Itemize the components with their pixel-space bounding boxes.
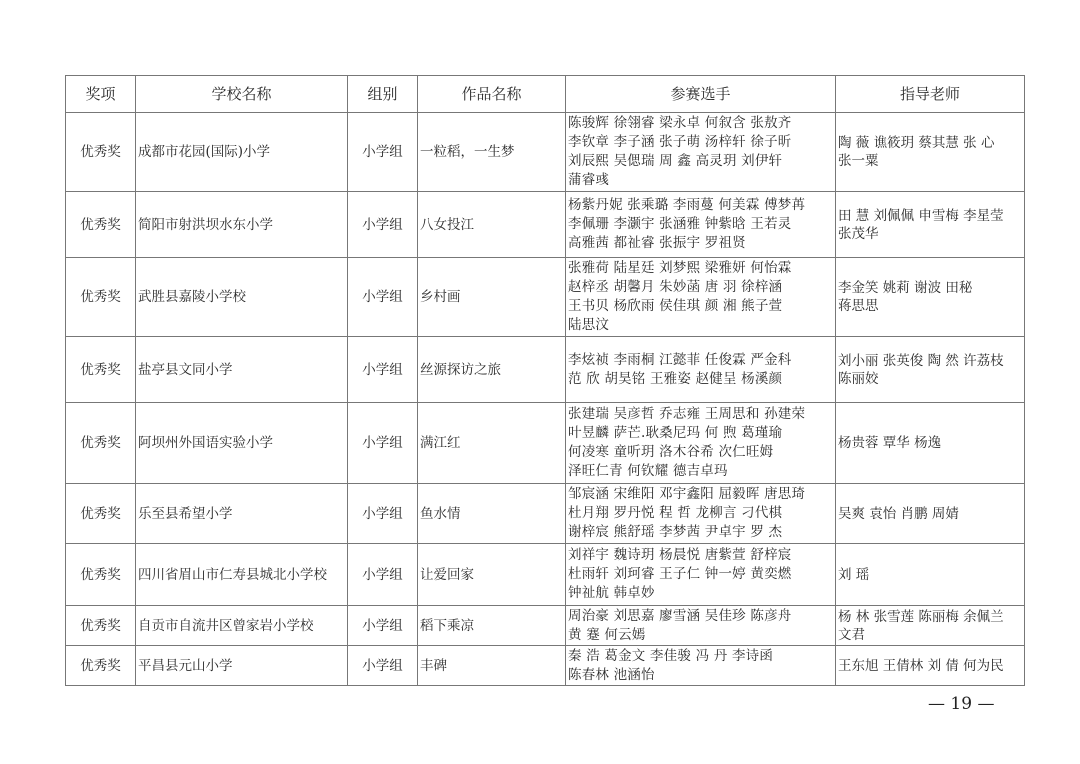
group-cell: 小学组 <box>348 544 418 606</box>
player-line: 王书贝 杨欣雨 侯佳琪 颜 湘 熊子萱 <box>568 298 783 314</box>
work-cell: 丰碑 <box>418 646 566 686</box>
school-cell: 乐至县希望小学 <box>136 484 348 544</box>
school-cell: 自贡市自流井区曾家岩小学校 <box>136 606 348 646</box>
player-line: 刘祥宇 魏诗玥 杨晨悦 唐紫萱 舒梓宸 <box>568 547 792 563</box>
players-cell <box>566 113 836 192</box>
player-line: 蒲睿彧 <box>568 172 610 188</box>
teacher-line: 刘 瑶 <box>838 566 870 583</box>
school-cell: 平昌县元山小学 <box>136 646 348 686</box>
group-cell: 小学组 <box>348 606 418 646</box>
group-cell: 小学组 <box>348 258 418 337</box>
group-cell: 小学组 <box>348 484 418 544</box>
teachers-cell <box>836 258 1025 337</box>
player-line: 秦 浩 葛金文 李佳骏 冯 丹 李诗函 <box>568 647 774 664</box>
player-line: 张雅荷 陆星廷 刘梦熙 梁雅妍 何怡霖 <box>568 260 792 276</box>
teacher-line: 杨贵蓉 覃华 杨逸 <box>838 435 942 451</box>
header-group: 组别 <box>348 76 418 113</box>
teacher-line: 李金笑 姚莉 谢波 田秘 <box>838 280 973 296</box>
teacher-line: 张茂华 <box>838 225 879 242</box>
table-row <box>66 646 1025 686</box>
player-line: 范 欣 胡昊铭 王雅姿 赵健呈 杨溪颜 <box>568 370 783 387</box>
teacher-line: 张一粟 <box>838 153 879 169</box>
header-school: 学校名称 <box>136 76 348 113</box>
players-cell <box>566 192 836 258</box>
player-line: 李佩珊 李灏宇 张涵雅 钟紫晗 王若灵 <box>568 216 792 232</box>
table-row <box>66 544 1025 606</box>
header-work: 作品名称 <box>418 76 566 113</box>
group-cell: 小学组 <box>348 337 418 403</box>
players-cell <box>566 606 836 646</box>
players-cell <box>566 646 836 686</box>
player-line: 赵梓丞 胡馨月 朱妙菡 唐 羽 徐梓涵 <box>568 279 783 295</box>
award-cell: 优秀奖 <box>66 544 136 606</box>
school-cell: 阿坝州外国语实验小学 <box>136 403 348 484</box>
player-line: 陆思汶 <box>568 317 610 333</box>
header-players: 参赛选手 <box>566 76 836 113</box>
player-line: 杨紫丹妮 张乘璐 李雨蔓 何美霖 傅梦苒 <box>568 197 806 213</box>
school-cell: 盐亭县文同小学 <box>136 337 348 403</box>
player-line: 陈骏辉 徐翎睿 梁永卓 何叙含 张敖齐 <box>568 115 792 131</box>
teachers-cell <box>836 337 1025 403</box>
players-cell <box>566 484 836 544</box>
teacher-line: 陶 薇 谯筱玥 蔡其慧 张 心 <box>838 135 995 151</box>
teacher-line: 王东旭 王倩林 刘 倩 何为民 <box>838 657 1004 674</box>
school-cell: 四川省眉山市仁寿县城北小学校 <box>136 544 348 606</box>
award-cell: 优秀奖 <box>66 337 136 403</box>
award-cell: 优秀奖 <box>66 192 136 258</box>
teacher-line: 杨 林 张雪莲 陈丽梅 余佩兰 <box>838 608 1004 625</box>
group-cell: 小学组 <box>348 646 418 686</box>
page-number: — 19 — <box>928 694 995 714</box>
player-line: 钟祉航 韩卓妙 <box>568 585 655 601</box>
table-row <box>66 113 1025 192</box>
work-cell: 鱼水情 <box>418 484 566 544</box>
player-line: 黄 蹇 何云嫣 <box>568 626 646 643</box>
player-line: 张建瑞 吴彦哲 乔志雍 王周思和 孙建荣 <box>568 406 806 422</box>
work-cell: 八女投江 <box>418 192 566 258</box>
work-cell: 满江红 <box>418 403 566 484</box>
teachers-cell <box>836 192 1025 258</box>
award-cell: 优秀奖 <box>66 258 136 337</box>
teachers-cell <box>836 544 1025 606</box>
player-line: 何凌寒 童听玥 洛木谷希 次仁旺姆 <box>568 444 774 460</box>
award-cell: 优秀奖 <box>66 646 136 686</box>
players-cell <box>566 258 836 337</box>
player-line: 陈春林 池涵怡 <box>568 666 655 683</box>
award-cell: 优秀奖 <box>66 606 136 646</box>
player-line: 邹宸涵 宋维阳 邓宇鑫阳 屈毅晖 唐思琦 <box>568 486 806 502</box>
teacher-line: 蒋思思 <box>838 298 879 314</box>
player-line: 周治豪 刘思嘉 廖雪涵 吴佳珍 陈彦舟 <box>568 607 792 624</box>
teacher-line: 田 慧 刘佩佩 申雪梅 李星莹 <box>838 207 1004 224</box>
group-cell: 小学组 <box>348 403 418 484</box>
player-line: 李炫祯 李雨桐 江懿菲 任俊霖 严金科 <box>568 351 792 368</box>
school-cell: 武胜县嘉陵小学校 <box>136 258 348 337</box>
players-cell <box>566 403 836 484</box>
school-cell: 成都市花园(国际)小学 <box>136 113 348 192</box>
group-cell: 小学组 <box>348 192 418 258</box>
teachers-cell <box>836 484 1025 544</box>
player-line: 李钦章 李子涵 张子萌 汤梓轩 徐子昕 <box>568 134 792 150</box>
school-cell: 简阳市射洪坝水东小学 <box>136 192 348 258</box>
award-cell: 优秀奖 <box>66 403 136 484</box>
group-cell: 小学组 <box>348 113 418 192</box>
teacher-line: 吴爽 袁怡 肖鹏 周婧 <box>838 505 959 522</box>
player-line: 谢梓宸 熊舒瑶 李梦茜 尹卓宇 罗 杰 <box>568 524 783 540</box>
work-cell: 稻下乘凉 <box>418 606 566 646</box>
players-cell <box>566 337 836 403</box>
player-line: 高雅茜 都祉睿 张振宇 罗祖贤 <box>568 235 746 251</box>
award-cell: 优秀奖 <box>66 484 136 544</box>
player-line: 杜月翔 罗丹悦 程 哲 龙柳言 刁代棋 <box>568 505 783 521</box>
teachers-cell <box>836 646 1025 686</box>
teacher-line: 陈丽姣 <box>838 370 879 387</box>
players-cell <box>566 544 836 606</box>
player-line: 刘辰熙 吴偲瑞 周 鑫 高灵玥 刘伊轩 <box>568 153 783 169</box>
table-header-row <box>66 76 1025 113</box>
table-row <box>66 258 1025 337</box>
table-row <box>66 337 1025 403</box>
teachers-cell <box>836 403 1025 484</box>
work-cell: 一粒稻，一生梦 <box>418 113 566 192</box>
teacher-line: 文君 <box>838 626 865 643</box>
award-cell: 优秀奖 <box>66 113 136 192</box>
teachers-cell <box>836 113 1025 192</box>
teachers-cell <box>836 606 1025 646</box>
player-line: 叶昱麟 萨芒.耿桑尼玛 何 煦 葛瑾瑜 <box>568 425 783 441</box>
teacher-line: 刘小丽 张英俊 陶 然 许荔枝 <box>838 352 1004 369</box>
table-row <box>66 403 1025 484</box>
header-award: 奖项 <box>66 76 136 113</box>
awards-table <box>65 75 1025 686</box>
table-row <box>66 192 1025 258</box>
player-line: 杜雨轩 刘珂睿 王子仁 钟一婷 黄奕燃 <box>568 566 792 582</box>
table-row <box>66 484 1025 544</box>
table-body <box>66 113 1025 686</box>
player-line: 泽旺仁青 何钦耀 德吉卓玛 <box>568 463 728 479</box>
work-cell: 丝源探访之旅 <box>418 337 566 403</box>
work-cell: 乡村画 <box>418 258 566 337</box>
work-cell: 让爱回家 <box>418 544 566 606</box>
header-teachers: 指导老师 <box>836 76 1025 113</box>
table-row <box>66 606 1025 646</box>
